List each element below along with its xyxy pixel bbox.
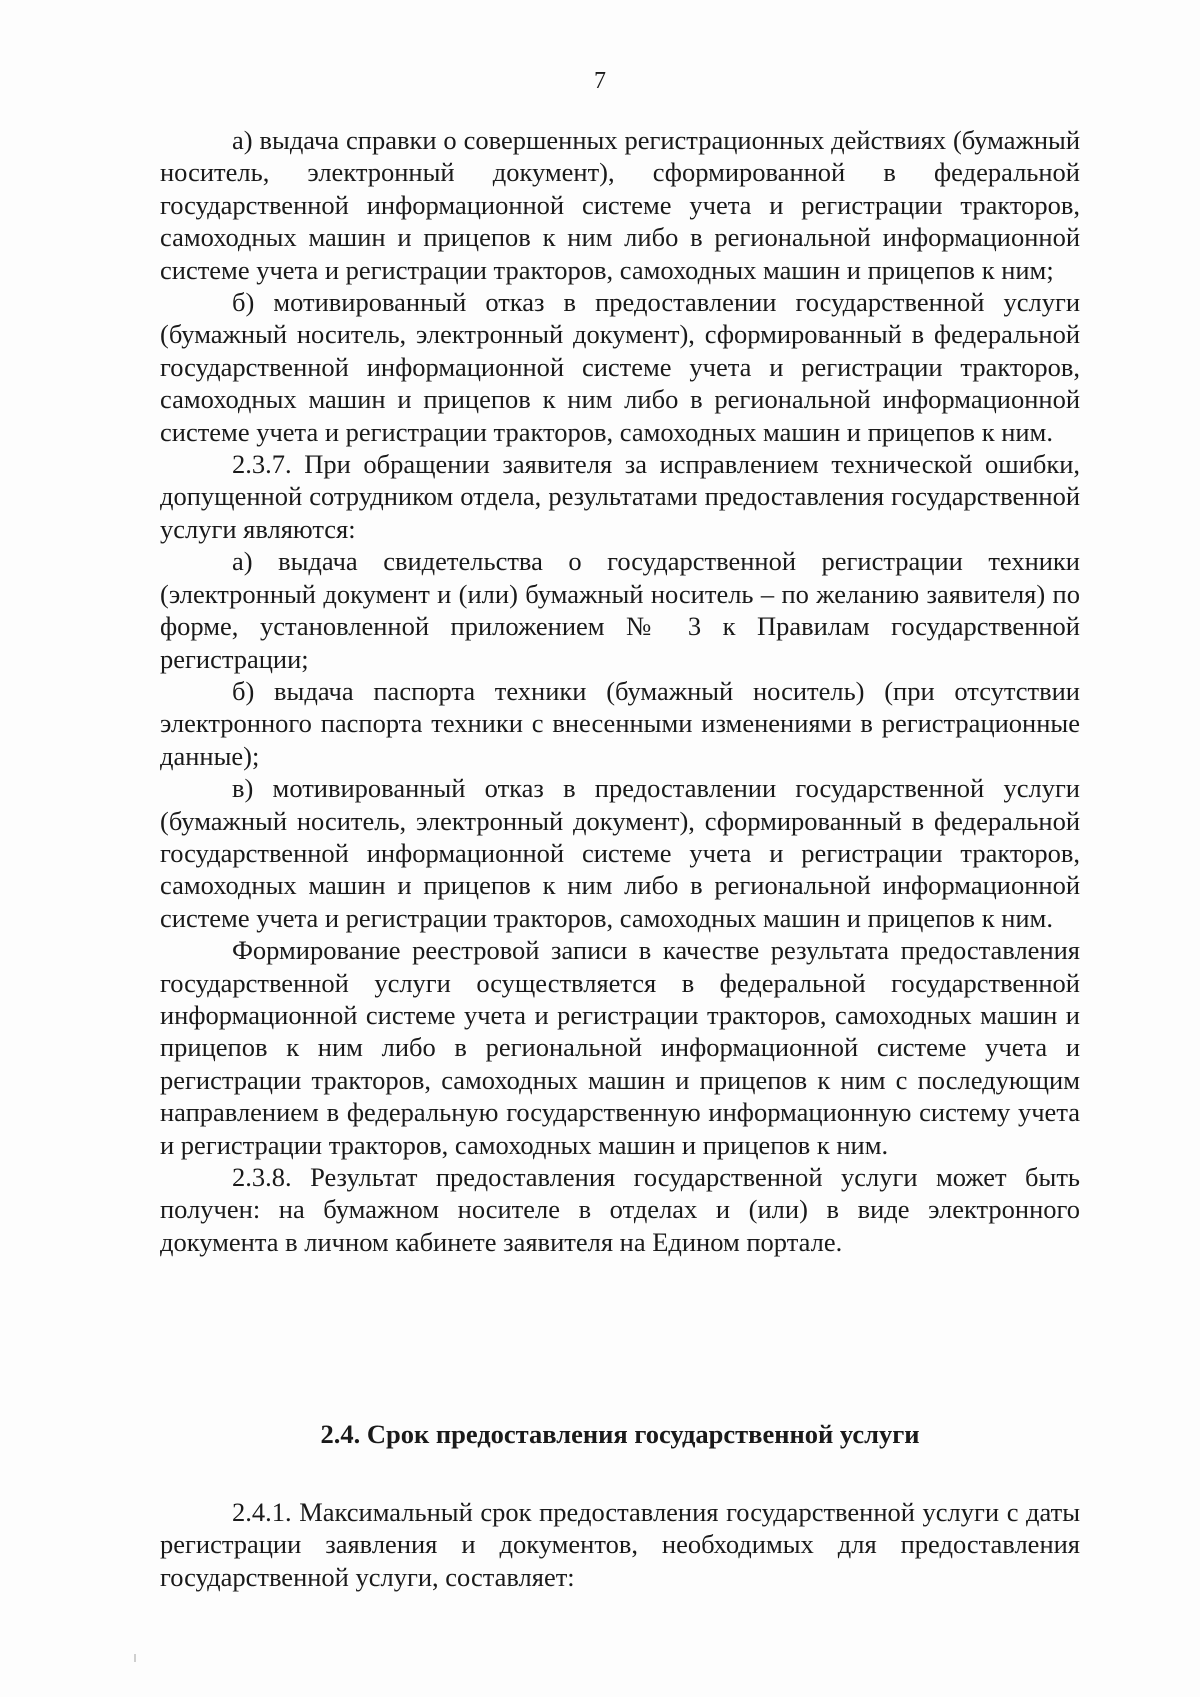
body-text-lower: [160, 1496, 1080, 1593]
scan-artifact: [134, 1654, 136, 1662]
paragraph-v-reasoned-refusal: в) мотивированный отказ в предоставлении государственной услуги (бумажный носитель, электронный документ), сформированный в федеральной государственной информационной системе учета и регистрации тракторов, самоходных машин и прицепов к ним либо в региональной информационной системе учета и регистрации тракторов, самоходных машин и прицепов к ним.: [160, 773, 1080, 933]
section-heading-2-4: 2.4. Срок предоставления государственной услуги: [320, 1419, 920, 1449]
paragraph-2-4-1: 2.4.1. Максимальный срок предоставления государственной услуги с даты регистрации заявления и документов, необходимых для предоставления государственной услуги, составляет:: [160, 1497, 1080, 1592]
paragraph-b-reasoned-refusal: б) мотивированный отказ в предоставлении государственной услуги (бумажный носитель, электронный документ), сформированный в федеральной государственной информационной системе учета и регистрации тракторов, самоходных машин и прицепов к ним либо в региональной информационной системе учета и регистрации тракторов, самоходных машин и прицепов к ним.: [160, 287, 1080, 447]
paragraph-2-3-7: 2.3.7. При обращении заявителя за исправлением технической ошибки, допущенной сотрудником отдела, результатами предоставления государственной услуги являются:: [160, 449, 1080, 544]
paragraph-b-equipment-passport: б) выдача паспорта техники (бумажный носитель) (при отсутствии электронного паспорта техники с внесенными изменениями в регистрационные данные);: [160, 675, 1080, 771]
paragraph-a-registration-certificate: а) выдача свидетельства о государственной регистрации техники (электронный документ и (или) бумажный носитель – по желанию заявителя) по форме, установленной приложением № 3 к Правилам государственной регистрации;: [160, 546, 1080, 674]
body-text-upper: [160, 124, 1080, 1258]
paragraph-2-3-8: 2.3.8. Результат предоставления государственной услуги может быть получен: на бумажном носителе в отделах и (или) в виде электронного документа в личном кабинете заявителя на Едином портале.: [160, 1162, 1080, 1257]
paragraph-registry-record: Формирование реестровой записи в качестве результата предоставления государственной услуги осуществляется в федеральной государственной информационной системе учета и регистрации тракторов, самоходных машин и прицепов к ним либо в региональной информационной системе учета и регистрации тракторов, самоходных машин и прицепов к ним с последующим направлением в федеральную государственную информационную систему учета и регистрации тракторов, самоходных машин и прицепов к ним.: [160, 935, 1080, 1160]
page-number: 7: [594, 68, 606, 94]
paragraph-a-certificate-of-registration-actions: а) выдача справки о совершенных регистрационных действиях (бумажный носитель, электронный документ), сформированной в федеральной государственной информационной системе учета и регистрации тракторов, самоходных машин и прицепов к ним либо в региональной информационной системе учета и регистрации тракторов, самоходных машин и прицепов к ним;: [160, 125, 1080, 285]
